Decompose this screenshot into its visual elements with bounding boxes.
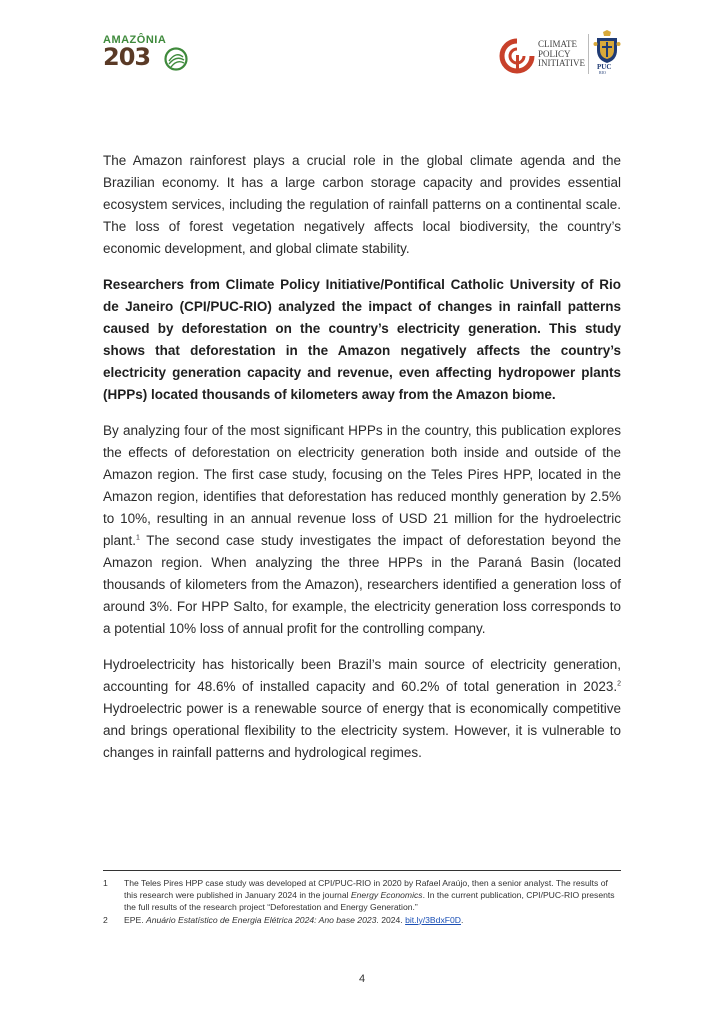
footnote-1-text-a: The Teles Pires HPP case study was developed at CPI/PUC-RIO in 2020 by Rafael Araújo, then a senior analyst. The results of this research were published in January 2024 in the journal bbox=[124, 878, 608, 901]
footnote-2-text-a: EPE. bbox=[124, 914, 146, 925]
puc-crest-icon bbox=[593, 30, 621, 64]
cpi-emblem-icon bbox=[499, 38, 535, 74]
climate-policy-initiative-logo bbox=[499, 38, 589, 74]
footnote-2-text-b: . 2024. bbox=[376, 914, 406, 925]
paragraph-intro: The Amazon rainforest plays a crucial role in the global climate agenda and the Brazilian economy. It has a large carbon storage capacity and provides essential ecosystem services, including the regulation of rainfall patterns on a continental scale. The loss of forest vegetation negatively affects local biodiversity, the country’s economic development, and global climate stability. bbox=[103, 153, 621, 256]
main-text bbox=[103, 150, 621, 778]
puc-label: PUC bbox=[597, 63, 612, 71]
amazonia-logo-word: AMAZÔNIA bbox=[103, 34, 167, 46]
paragraph-hydro-part-1: Hydroelectricity has historically been Brazil’s main source of electricity generation, accounting for 48.6% of installed capacity and 60.2% of total generation in 2023. bbox=[103, 657, 621, 694]
footnote-1-journal: Energy Economics bbox=[350, 890, 423, 901]
footnote-2-link[interactable]: bit.ly/3BdxF0D bbox=[405, 914, 461, 925]
puc-sub-label: RIO bbox=[599, 70, 606, 75]
paragraph-case-studies-part-2: The second case study investigates the impact of deforestation beyond the Amazon region. When analyzing the three HPPs in the Paraná Basin (located thousands of kilometers from the Amazon), researchers identified a generation loss of around 3%. For HPP Salto, for example, the electricity generation loss corresponds to a potential 10% loss of annual profit for the controlling company. bbox=[103, 533, 621, 636]
footnotes bbox=[103, 877, 621, 926]
page-header bbox=[0, 0, 724, 90]
paragraph-hydro-part-2: Hydroelectric power is a renewable source of energy that is economically competitive and brings operational flexibility to the electricity system. However, it is vulnerable to changes in rainfall patterns and hydrological regimes. bbox=[103, 701, 621, 760]
footnote-2-title: Anuário Estatístico de Energia Elétrica 2024: Ano base 2023 bbox=[145, 914, 377, 925]
paragraph-case-studies bbox=[103, 420, 621, 640]
footnote-divider bbox=[103, 870, 621, 871]
paragraph-highlight: Researchers from Climate Policy Initiative/Pontifical Catholic University of Rio de Janeiro (CPI/PUC-RIO) analyzed the impact of changes in rainfall patterns caused by deforestation on the country’s electricity generation. This study shows that deforestation in the Amazon negatively affects the country’s electricity generation capacity and revenue, even affecting hydropower plants (HPPs) located thousands of kilometers away from the Amazon biome. bbox=[103, 277, 621, 402]
page-number: 4 bbox=[358, 973, 366, 985]
amazonia-2030-logo bbox=[103, 34, 193, 74]
footnote-ref-2[interactable]: 2 bbox=[617, 680, 621, 688]
puc-rio-logo bbox=[593, 30, 621, 76]
cpi-logo-text bbox=[538, 40, 585, 69]
footnote-2-number: 2 bbox=[103, 914, 108, 925]
paragraph-case-studies-part-1: By analyzing four of the most significant HPPs in the country, this publication explores the effects of deforestation on electricity generation both inside and outside of the Amazon region. The first case study, focusing on the Teles Pires HPP, located in the Amazon region, identifies that deforestation has reduced monthly generation by 2.5% to 10%, resulting in an annual revenue loss of USD 21 million for the hydroelectric plant. bbox=[103, 423, 621, 548]
footnote-1-text-b: . In the current publication, CPI/PUC-RIO presents the full results of the research project “Deforestation and Energy Generation.” bbox=[124, 890, 615, 913]
logo-divider bbox=[588, 34, 589, 74]
leaf-zero-icon bbox=[164, 47, 190, 71]
cpi-line-3: INITIATIVE bbox=[538, 58, 585, 68]
footnote-1 bbox=[103, 877, 621, 914]
amazonia-logo-year: 203 bbox=[103, 43, 151, 71]
footnote-2 bbox=[103, 914, 621, 926]
cpi-line-1: CLIMATE bbox=[538, 39, 577, 49]
footnote-1-number: 1 bbox=[103, 878, 108, 888]
footnote-ref-1[interactable]: 1 bbox=[136, 534, 140, 542]
cpi-line-2: POLICY bbox=[538, 48, 571, 59]
footnote-2-text-c: . bbox=[460, 914, 464, 925]
paragraph-hydroelectricity bbox=[103, 654, 621, 764]
